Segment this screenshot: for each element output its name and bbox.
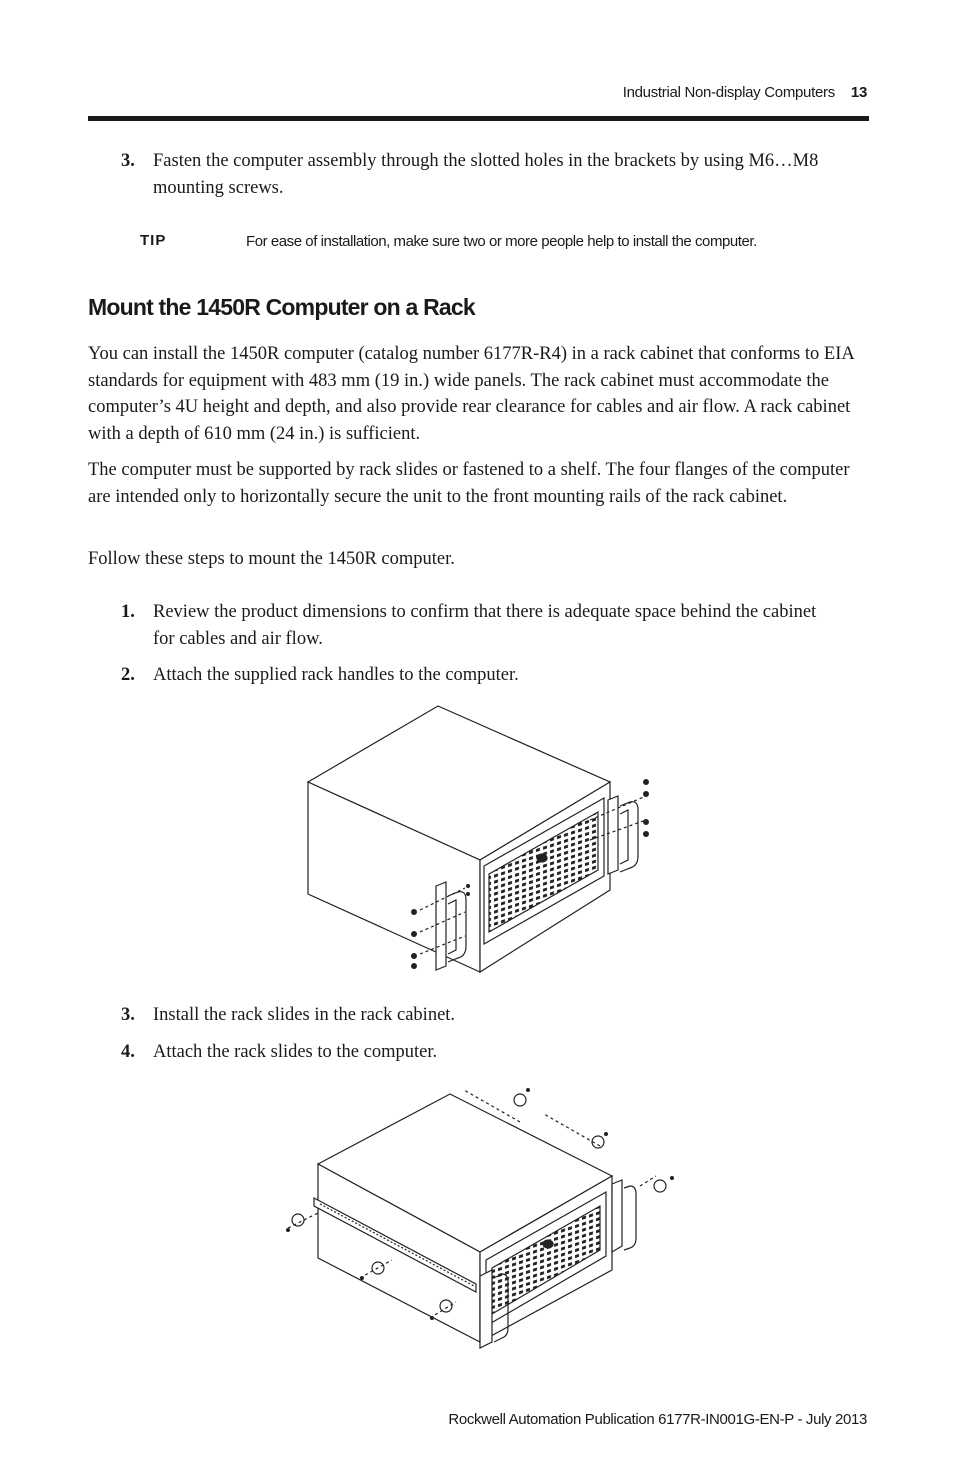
rack-handles-illustration <box>290 700 670 980</box>
step-2 <box>88 662 828 689</box>
step-text: Install the rack slides in the rack cabinet. <box>153 1005 456 1025</box>
step-text: Fasten the computer assembly through the slotted holes in the brackets by using M6…M8 mounting screws. <box>153 151 819 198</box>
step-3 <box>88 1002 828 1029</box>
step-prev-3 <box>88 148 828 201</box>
paragraph-2: The computer must be supported by rack slides or fastened to a shelf. The four flanges of the computer are intended only to horizontally secure the unit to the front mounting rails of the rack cabinet. <box>88 460 850 507</box>
header-rule <box>88 116 869 121</box>
publication-footer: Rockwell Automation Publication 6177R-IN001G-EN-P - July 2013 <box>448 1411 867 1428</box>
step-number: 1. <box>121 602 135 622</box>
step-1 <box>88 599 828 652</box>
running-header <box>623 84 867 101</box>
step-number: 3. <box>121 151 135 171</box>
paragraph-1: You can install the 1450R computer (catalog number 6177R-R4) in a rack cabinet that conforms to EIA standards for equipment with 483 mm (19 in.) wide panels. The rack cabinet must accommodate the computer’s 4U height and depth, and also provide rear clearance for cables and air flow. A rack cabinet with a depth of 610 mm (24 in.) is sufficient. <box>88 344 854 444</box>
step-number: 3. <box>121 1005 135 1025</box>
step-text: Attach the supplied rack handles to the computer. <box>153 665 519 685</box>
rack-slides-illustration <box>280 1080 690 1355</box>
section-heading: Mount the 1450R Computer on a Rack <box>88 294 475 320</box>
tip-label: TIP <box>140 232 167 249</box>
step-number: 4. <box>121 1042 135 1062</box>
header-title: Industrial Non-display Computers <box>622 84 835 101</box>
tip-text: For ease of installation, make sure two or more people help to install the computer. <box>246 233 757 250</box>
step-text: Attach the rack slides to the computer. <box>153 1042 438 1062</box>
step-4 <box>88 1039 828 1066</box>
paragraph-3: Follow these steps to mount the 1450R computer. <box>88 549 455 569</box>
step-text: Review the product dimensions to confirm that there is adequate space behind the cabinet for cables and air flow. <box>153 602 817 649</box>
page-number: 13 <box>850 84 867 101</box>
step-number: 2. <box>121 665 135 685</box>
